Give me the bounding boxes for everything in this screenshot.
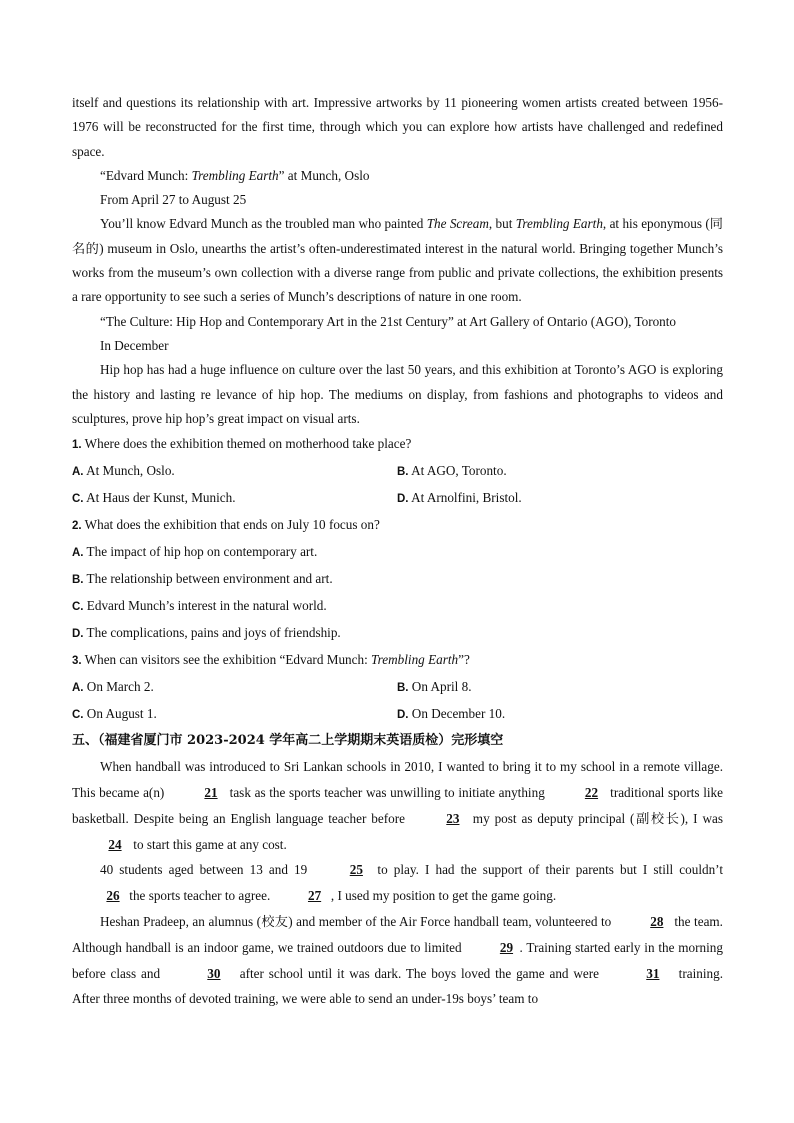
- question-1-options-row-2: [72, 485, 723, 512]
- option-a[interactable]: A. At Munch, Oslo.: [72, 463, 175, 479]
- blank-27[interactable]: 27: [307, 888, 322, 904]
- intro-paragraph: itself and questions its relationship with art. Impressive artworks by 11 pioneering women artists created between 1956-1976 will be reconstructed for the first time, through which you can explore how artists have challenged and redefined space.: [72, 95, 723, 159]
- cloze-paragraph-1: When handball was introduced to Sri Lankan schools in 2010, I wanted to bring it to my school in a remote village. This became a(n) 21 task as the sports teacher was unwilling to initiate anything 22 traditional sports like basketball. Despite being an English language teacher before 23 my post as deputy principal (副校长), I was 24 to start this game at any cost.: [72, 754, 723, 857]
- question-3: 3. When can visitors see the exhibition “Edvard Munch: Trembling Earth”?: [72, 652, 470, 668]
- blank-28[interactable]: 28: [650, 913, 664, 929]
- option-b[interactable]: B. The relationship between environment and art.: [72, 571, 333, 587]
- blank-22[interactable]: 22: [584, 784, 599, 800]
- blank-25[interactable]: 25: [349, 862, 363, 878]
- munch-title: “Edvard Munch: Trembling Earth” at Munch, Oslo: [100, 167, 370, 183]
- blank-24[interactable]: 24: [108, 836, 122, 852]
- cloze-paragraph-2: 40 students aged between 13 and 19 25 to play. I had the support of their parents but I still couldn’t 26 the sports teacher to agree. 27 , I used my position to get the game going.: [72, 857, 723, 909]
- blank-26[interactable]: 26: [106, 888, 120, 904]
- document-page: [72, 91, 723, 1012]
- munch-paragraph: You’ll know Edvard Munch as the troubled man who painted The Scream, but Trembling Earth, at his eponymous (同名的) museum in Oslo, unearths the artist’s often-underestimated interest in the natural world. Bringing together Munch’s works from the museum’s own collection with a diverse range from public and private collections, the exhibition presents a rare opportunity to see such a series of Munch’s descriptions of nature in one room.: [72, 216, 723, 305]
- blank-21[interactable]: 21: [204, 784, 218, 800]
- question-2: 2. What does the exhibition that ends on July 10 focus on?: [72, 517, 380, 533]
- option-c[interactable]: C. Edvard Munch’s interest in the natural world.: [72, 598, 327, 614]
- blank-31[interactable]: 31: [646, 965, 660, 981]
- question-1-options-row-1: [72, 458, 723, 485]
- question-3-options-row-2: [72, 701, 723, 728]
- option-c[interactable]: C. On August 1.: [72, 706, 157, 722]
- culture-title: “The Culture: Hip Hop and Contemporary Art in the 21st Century” at Art Gallery of Ontario (AGO), Toronto: [100, 313, 677, 329]
- option-b[interactable]: B. On April 8.: [397, 679, 472, 695]
- option-b[interactable]: B. At AGO, Toronto.: [397, 463, 507, 479]
- culture-dates: In December: [100, 337, 169, 353]
- question-3-options-row-1: [72, 674, 723, 701]
- blank-30[interactable]: 30: [207, 965, 221, 981]
- option-d[interactable]: D. On December 10.: [397, 706, 506, 722]
- blank-23[interactable]: 23: [446, 810, 460, 826]
- question-1: 1. Where does the exhibition themed on motherhood take place?: [72, 436, 412, 452]
- option-a[interactable]: A. On March 2.: [72, 679, 154, 695]
- option-c[interactable]: C. At Haus der Kunst, Munich.: [72, 490, 236, 506]
- munch-dates: From April 27 to August 25: [100, 192, 247, 208]
- option-d[interactable]: D. At Arnolfini, Bristol.: [397, 490, 522, 506]
- section-heading: 五、（福建省厦门市 2023-2024 学年高二上学期期末英语质检）完形填空: [72, 733, 504, 749]
- culture-paragraph: Hip hop has had a huge influence on culture over the last 50 years, and this exhibition at Toronto’s AGO is exploring the history and lasting re levance of hip hop. The mediums on display, from fashions and photographs to videos and sculptures, prove hip hop’s great impact on visual arts.: [72, 362, 723, 426]
- option-a[interactable]: A. The impact of hip hop on contemporary art.: [72, 544, 318, 560]
- cloze-paragraph-3: Heshan Pradeep, an alumnus (校友) and member of the Air Force handball team, volunteered to 28 the team. Although handball is an indoor game, we trained outdoors due to limited 29 . Training started early in the morning before class and 30 after school until it was dark. The boys loved the game and were 31 training. After three months of devoted training, we were able to send an under-19s boys’ team to: [72, 909, 723, 1012]
- option-d[interactable]: D. The complications, pains and joys of friendship.: [72, 625, 341, 641]
- blank-29[interactable]: 29: [499, 939, 514, 955]
